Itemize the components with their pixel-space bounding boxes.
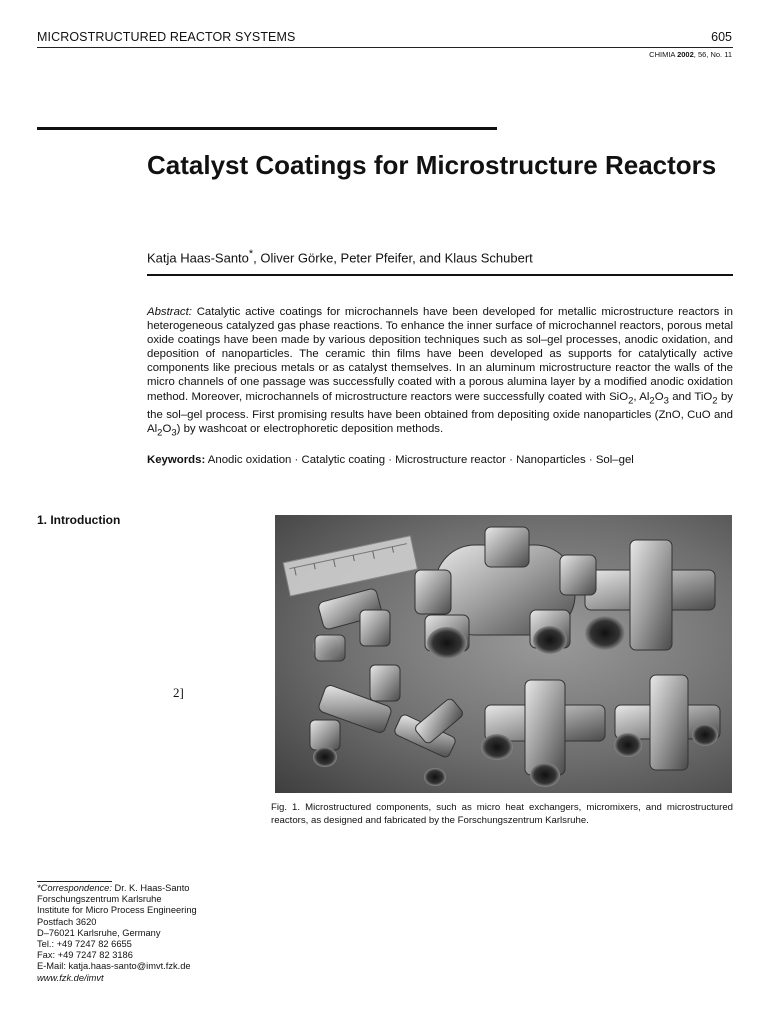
journal-name: CHIMIA	[649, 50, 675, 59]
lower-left-assembly	[310, 665, 400, 767]
correspondence-mark: *	[248, 248, 254, 260]
abstract-text: and TiO	[668, 390, 713, 403]
footnote-line: Forschungszentrum Karlsruhe	[37, 894, 162, 905]
footnote-line: D–76021 Karlsruhe, Germany	[37, 927, 161, 938]
subscript: 3	[171, 427, 177, 439]
cross-fitting-right	[560, 540, 715, 650]
footnote-line: Postfach 3620	[37, 916, 97, 927]
large-reactor-body	[415, 527, 575, 659]
correspondence-footnote	[37, 883, 337, 984]
journal-year: 2002	[677, 50, 694, 59]
title-rule	[37, 127, 497, 130]
authors	[147, 248, 533, 265]
microstructure-components-illustration	[275, 515, 732, 793]
abstract-text: Catalytic active coatings for microchannels have been developed for metallic microstructure reactors in heterogeneous catalyzed gas phase reactions. To enhance the inner surface of microchannel reactors, porous metal oxide coatings have been made by various deposition techniques such as sol–gel processes, anodic oxidation, and deposition of nanoparticles. The ceramic thin films have been developed as supports for catalytically active components like precious metals or as catalyst themselves. In an aluminum microstructure reactor the walls of the micro channels of one passage was successfully coated with a porous alumina layer by a modified anodic oxidation method. Moreover, microchannels of microstructure reactors were successfully coated with SiO	[147, 306, 733, 403]
correspondent-name: Dr. K. Haas-Santo	[111, 883, 190, 893]
footnote-rule	[37, 881, 112, 882]
cross-fitting-lower-right	[614, 675, 720, 770]
first-author: Katja Haas-Santo	[147, 250, 249, 266]
figure-caption: Fig. 1. Microstructured components, such as micro heat exchangers, micromixers, and microstructured reactors, as designed and fabricated by the Forschungszentrum Karlsruhe.	[271, 802, 733, 826]
footnote-website[interactable]: www.fzk.de/imvt	[37, 972, 104, 983]
subscript: 2	[628, 394, 634, 406]
abstract-text: by the sol–gel process. First promising results have been obtained from depositing oxide nanoparticles (ZnO, CuO and Al	[147, 390, 733, 436]
footnote-line: Fax: +49 7247 82 3186	[37, 950, 133, 961]
subscript: 2	[649, 394, 655, 406]
reference-fragment: 2]	[173, 685, 184, 700]
article-title: Catalyst Coatings for Microstructure Reactors	[147, 150, 717, 180]
abstract-text: ) by washcoat or electrophoretic deposition methods.	[176, 423, 444, 436]
other-authors: , Oliver Görke, Peter Pfeifer, and Klaus Schubert	[253, 250, 533, 266]
abstract	[147, 305, 733, 440]
ruler	[283, 536, 417, 596]
cross-fitting-center	[481, 680, 605, 787]
footnote-line: Institute for Micro Process Engineering	[37, 905, 197, 916]
abstract-text: , Al	[633, 390, 650, 403]
footnote-line	[37, 883, 337, 894]
footnote-line: Tel.: +49 7247 82 6655	[37, 939, 132, 950]
keywords	[147, 454, 733, 466]
header-rule	[37, 47, 733, 48]
running-title: MICROSTRUCTURED REACTOR SYSTEMS	[37, 30, 296, 44]
abstract-text: O	[162, 423, 172, 436]
authors-rule	[147, 274, 733, 276]
footnote-email[interactable]: E-Mail: katja.haas-santo@imvt.fzk.de	[37, 961, 191, 972]
subscript: 2	[712, 394, 718, 406]
small-fittings-left	[313, 588, 390, 661]
abstract-text: O	[654, 390, 664, 403]
keywords-label: Keywords:	[147, 454, 206, 466]
journal-reference	[649, 50, 732, 59]
section-heading: 1. Introduction	[37, 513, 121, 527]
keywords-list: Anodic oxidation · Catalytic coating · Microstructure reactor · Nanoparticles · Sol–gel	[205, 454, 634, 466]
subscript: 3	[663, 394, 669, 406]
y-fitting	[393, 697, 464, 786]
figure-photo	[275, 515, 732, 793]
journal-volume-issue: , 56, No. 11	[693, 50, 732, 59]
page-number: 605	[711, 30, 732, 44]
subscript: 2	[157, 427, 163, 439]
abstract-label: Abstract:	[147, 306, 192, 318]
footnote-label: *Correspondence:	[37, 883, 112, 893]
